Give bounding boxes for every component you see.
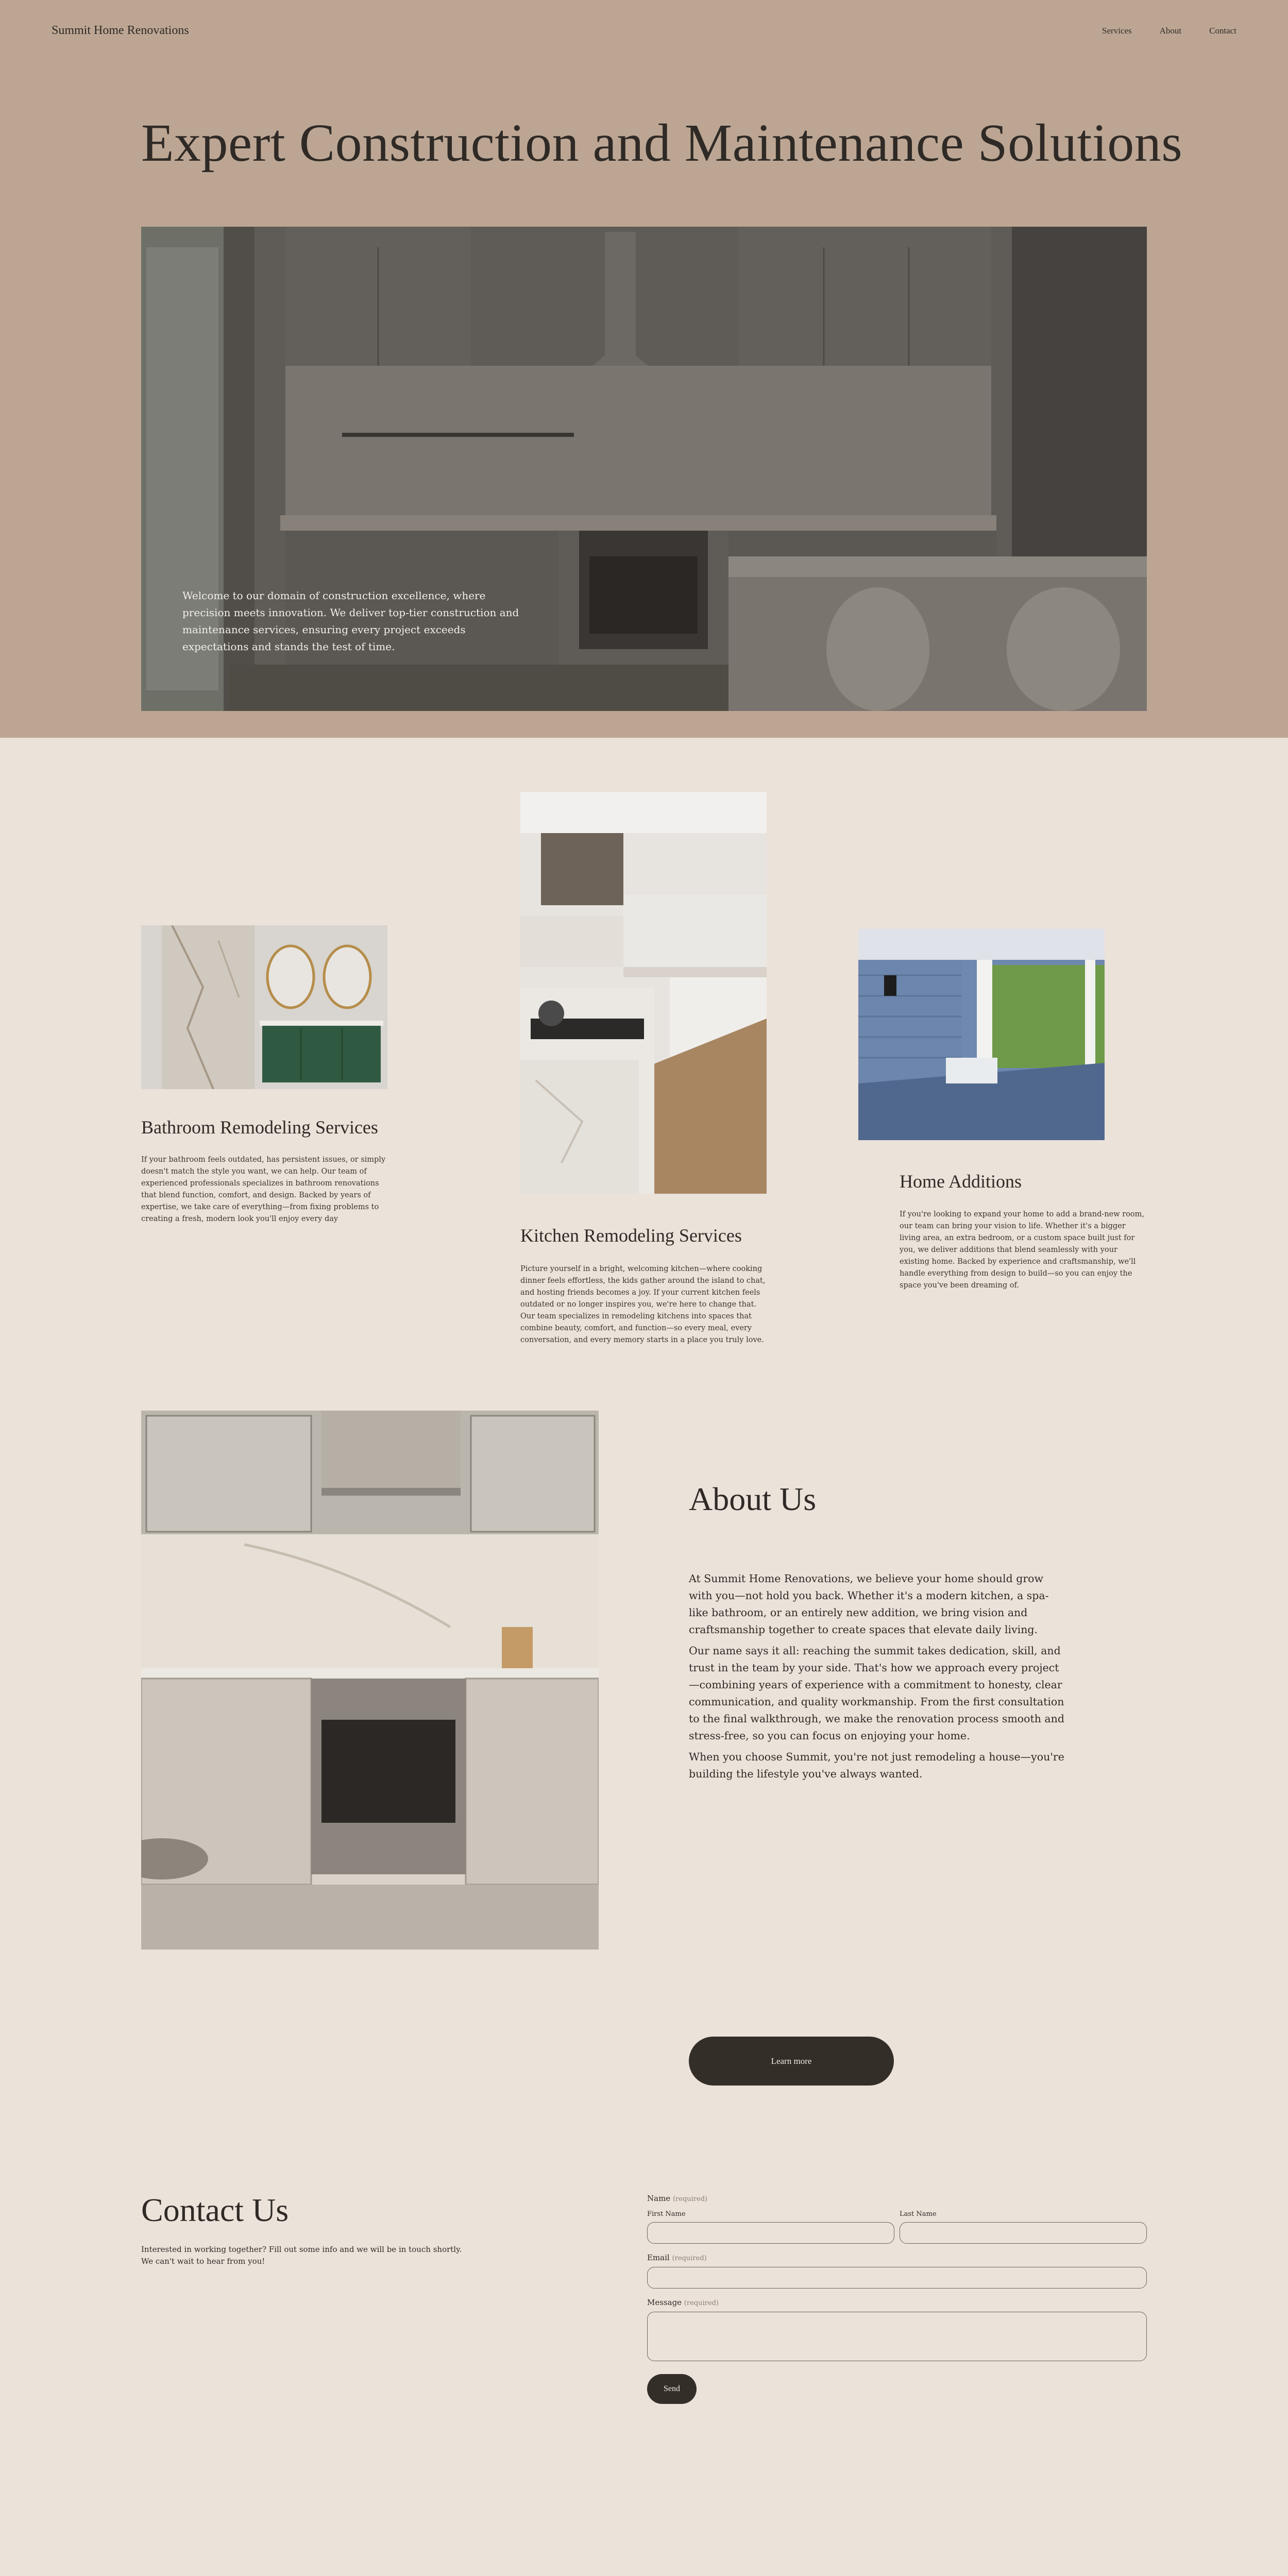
required-note: (required) bbox=[672, 2195, 708, 2203]
required-note: (required) bbox=[672, 2255, 707, 2262]
hero-section bbox=[0, 0, 1288, 738]
last-name-field[interactable] bbox=[900, 2222, 1147, 2244]
first-name-field[interactable] bbox=[647, 2222, 894, 2244]
last-name-label: Last Name bbox=[900, 2210, 937, 2218]
service-body-bathroom: If your bathroom feels outdated, has persistent issues, or simply doesn't match the style you want, we can help. Our team of experienced professionals specializes in bathroom renovations that blend function, comfort, and design. Backed by years of expertise, we take care of everything—from fixing problems to creating a fresh, modern look you'll enjoy every day bbox=[141, 1156, 386, 1223]
first-name-label: First Name bbox=[647, 2210, 686, 2218]
service-body-kitchen: Picture yourself in a bright, welcoming kitchen—where cooking dinner feels effortless, the kids gather around the island to chat, and hosting friends becomes a joy. If your current kitchen feels outdated or no longer inspires you, we're here to change that. Our team specializes in remodeling kitchens into spaces that combine beauty, comfort, and function—so every meal, every conversation, and every memory starts in a place you truly love. bbox=[520, 1265, 766, 1344]
site-title[interactable]: Summit Home Renovations bbox=[52, 24, 189, 37]
about-paragraph: When you choose Summit, you're not just remodeling a house—you're building the lifestyle you've always wanted. bbox=[689, 1751, 1064, 1780]
message-label bbox=[647, 2298, 719, 2307]
nav-services[interactable]: Services bbox=[1102, 26, 1132, 36]
name-label-text: Name bbox=[647, 2194, 671, 2203]
service-title-kitchen: Kitchen Remodeling Services bbox=[520, 1225, 742, 1246]
home-addition-image bbox=[858, 929, 1105, 1140]
nav-about[interactable]: About bbox=[1159, 26, 1182, 36]
hero-title: Expert Construction and Maintenance Solutions bbox=[141, 113, 1183, 173]
hero-kitchen-image bbox=[141, 227, 1147, 711]
email-label bbox=[647, 2253, 707, 2262]
about-paragraph: At Summit Home Renovations, we believe your home should grow with you—not hold you back. Whether it's a modern kitchen, a spa-like bathroom, or an entirely new addition, we bring vision and craftsmanship together to create spaces that elevate daily living. bbox=[689, 1572, 1049, 1636]
service-body-additions: If you're looking to expand your home to add a brand-new room, our team can bring your vision to life. Whether it's a bigger living area, an extra bedroom, or a custom space built just for you, we deliver additions that blend seamlessly with your existing home. Backed by experience and craftsmanship, we'll handle everything from design to build—so you can enjoy the space you've been dreaming of. bbox=[900, 1210, 1145, 1290]
service-title-additions: Home Additions bbox=[900, 1171, 1022, 1192]
message-label-text: Message bbox=[647, 2298, 682, 2307]
email-field[interactable] bbox=[647, 2267, 1147, 2289]
hero-intro-text: Welcome to our domain of construction excellence, where precision meets innovation. We deliver top-tier construction and maintenance services, ensuring every project exceeds expectations and stands the test of time. bbox=[182, 589, 519, 653]
nav-contact[interactable]: Contact bbox=[1209, 26, 1236, 36]
bathroom-image bbox=[141, 925, 387, 1089]
send-button[interactable]: Send bbox=[647, 2374, 697, 2404]
email-label-text: Email bbox=[647, 2253, 670, 2262]
message-field[interactable] bbox=[647, 2312, 1147, 2361]
kitchen-image bbox=[520, 792, 767, 1194]
about-title: About Us bbox=[689, 1481, 817, 1517]
learn-more-button[interactable]: Learn more bbox=[689, 2037, 894, 2086]
service-title-bathroom: Bathroom Remodeling Services bbox=[141, 1117, 378, 1138]
contact-title: Contact Us bbox=[141, 2192, 289, 2228]
about-body bbox=[689, 1570, 1065, 1787]
main-nav bbox=[1102, 26, 1236, 36]
contact-subtitle: Interested in working together? Fill out some info and we will be in touch shortly. We can't wait to hear from you! bbox=[141, 2245, 462, 2266]
about-kitchen-image bbox=[141, 1411, 599, 1950]
name-label bbox=[647, 2194, 707, 2203]
about-paragraph: Our name says it all: reaching the summit takes dedication, skill, and trust in the team by your side. That's how we approach every project—combining years of experience with a commitment to honesty, clear communication, and quality workmanship. From the first consultation to the final walkthrough, we make the renovation process smooth and stress-free, so you can focus on enjoying your home. bbox=[689, 1645, 1064, 1742]
required-note: (required) bbox=[684, 2299, 719, 2307]
